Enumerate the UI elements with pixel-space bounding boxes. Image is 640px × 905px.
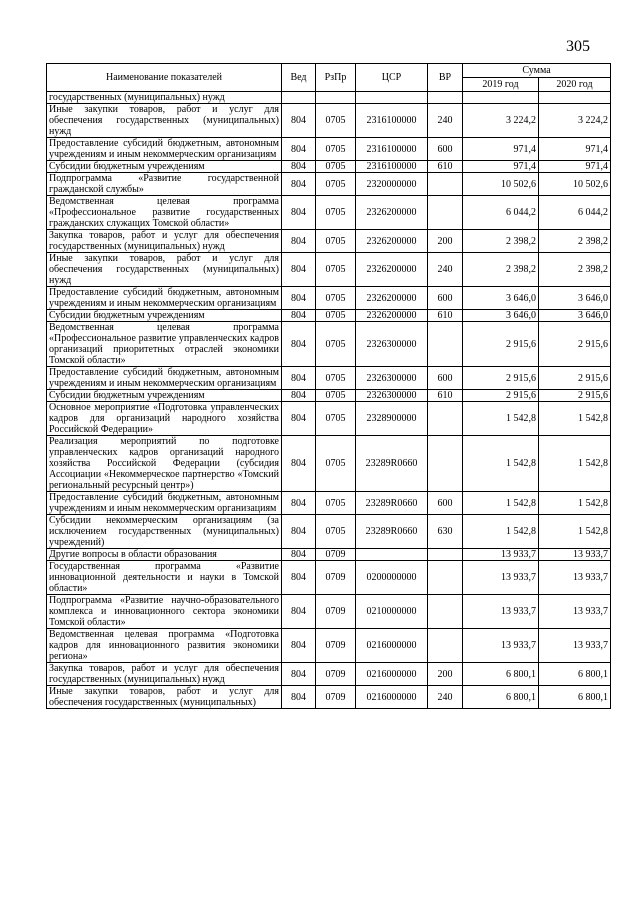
row-ved: 804 [282,104,316,138]
row-rzpr: 0705 [316,104,356,138]
row-sum-2019: 2 398,2 [463,230,539,253]
table-row [47,595,611,629]
row-vr [428,595,463,629]
table-body [47,92,611,709]
row-sum-2020: 971,4 [539,161,611,173]
table-row [47,629,611,663]
table-row [47,367,611,390]
row-name: Иные закупки товаров, работ и услуг для обеспечения государственных (муниципальных) [47,686,282,709]
row-name: Другие вопросы в области образования [47,549,282,561]
row-sum-2020: 6 800,1 [539,686,611,709]
row-csr: 0210000000 [356,595,428,629]
row-vr: 600 [428,492,463,515]
row-name: Ведомственная целевая программа «Подготовка кадров для инновационного развития экономики региона» [47,629,282,663]
row-name: Иные закупки товаров, работ и услуг для обеспечения государственных (муниципальных) нужд [47,104,282,138]
page-number: 305 [566,38,590,55]
row-vr: 240 [428,104,463,138]
row-sum-2020: 1 542,8 [539,515,611,549]
row-vr: 610 [428,310,463,322]
row-sum-2020: 2 398,2 [539,253,611,287]
row-vr: 610 [428,390,463,402]
row-vr [428,402,463,436]
row-vr [428,92,463,104]
row-sum-2019: 13 933,7 [463,595,539,629]
row-sum-2019: 2 915,6 [463,322,539,367]
row-ved: 804 [282,492,316,515]
row-sum-2020: 2 398,2 [539,230,611,253]
row-rzpr: 0705 [316,230,356,253]
row-sum-2020: 6 800,1 [539,663,611,686]
row-sum-2019: 6 800,1 [463,663,539,686]
row-rzpr: 0705 [316,161,356,173]
row-rzpr: 0705 [316,390,356,402]
header-ved: Вед [282,64,316,92]
row-sum-2019: 6 800,1 [463,686,539,709]
row-ved: 804 [282,663,316,686]
header-csr: ЦСР [356,64,428,92]
row-name: Закупка товаров, работ и услуг для обеспечения государственных (муниципальных) нужд [47,663,282,686]
row-ved: 804 [282,322,316,367]
row-ved: 804 [282,287,316,310]
row-sum-2020: 13 933,7 [539,561,611,595]
row-csr: 23289R0660 [356,492,428,515]
row-ved [282,92,316,104]
row-vr: 200 [428,663,463,686]
row-csr: 23289R0660 [356,515,428,549]
row-name: Субсидии некоммерческим организациям (за исключением государственных (муниципальных) учреждений) [47,515,282,549]
row-ved: 804 [282,390,316,402]
row-ved: 804 [282,367,316,390]
table-row [47,161,611,173]
header-year-2019: 2019 год [463,78,539,92]
row-ved: 804 [282,253,316,287]
row-sum-2020: 3 224,2 [539,104,611,138]
table-row [47,549,611,561]
row-rzpr: 0705 [316,173,356,196]
row-sum-2019: 971,4 [463,138,539,161]
row-name: Подпрограмма «Развитие государственной гражданской службы» [47,173,282,196]
table-row [47,663,611,686]
row-name: Субсидии бюджетным учреждениям [47,390,282,402]
row-rzpr: 0705 [316,253,356,287]
row-ved: 804 [282,515,316,549]
row-rzpr: 0709 [316,561,356,595]
row-vr [428,629,463,663]
row-name: Ведомственная целевая программа «Профессиональное развитие государственных гражданских служащих Томской области» [47,196,282,230]
header-vr: ВР [428,64,463,92]
row-name: Предоставление субсидий бюджетным, автономным учреждениям и иным некоммерческим организациям [47,492,282,515]
row-vr: 240 [428,253,463,287]
row-sum-2020: 3 646,0 [539,287,611,310]
row-ved: 804 [282,173,316,196]
row-csr: 2320000000 [356,173,428,196]
row-name: Предоставление субсидий бюджетным, автономным учреждениям и иным некоммерческим организациям [47,287,282,310]
row-name: Реализация мероприятий по подготовке управленческих кадров организаций народного хозяйства Российской Федерации (субсидия Ассоциации «Некоммерческое партнерство «Томский региональный ресурсный центр») [47,436,282,492]
table-row [47,322,611,367]
header-year-2020: 2020 год [539,78,611,92]
row-vr: 600 [428,367,463,390]
table-row [47,515,611,549]
row-rzpr: 0705 [316,196,356,230]
header-sum: Сумма [463,64,611,78]
row-sum-2020: 1 542,8 [539,492,611,515]
row-vr [428,322,463,367]
row-sum-2019: 1 542,8 [463,436,539,492]
table-header [47,64,611,92]
row-sum-2020: 2 915,6 [539,390,611,402]
row-sum-2019: 1 542,8 [463,492,539,515]
table-row [47,287,611,310]
header-name: Наименование показателей [47,64,282,92]
row-vr [428,561,463,595]
row-ved: 804 [282,629,316,663]
row-csr: 2326200000 [356,253,428,287]
row-ved: 804 [282,138,316,161]
row-sum-2019: 2 398,2 [463,253,539,287]
row-rzpr: 0709 [316,663,356,686]
row-sum-2019: 2 915,6 [463,367,539,390]
row-csr: 2328900000 [356,402,428,436]
row-csr: 23289R0660 [356,436,428,492]
row-sum-2020: 6 044,2 [539,196,611,230]
row-sum-2019: 13 933,7 [463,629,539,663]
row-sum-2019: 3 224,2 [463,104,539,138]
row-vr: 600 [428,287,463,310]
row-sum-2019: 1 542,8 [463,402,539,436]
row-csr: 2326200000 [356,230,428,253]
row-sum-2019: 971,4 [463,161,539,173]
row-sum-2019: 6 044,2 [463,196,539,230]
row-rzpr: 0709 [316,686,356,709]
row-vr: 200 [428,230,463,253]
row-ved: 804 [282,561,316,595]
row-name: Государственная программа «Развитие инновационной деятельности и науки в Томской области» [47,561,282,595]
row-csr [356,549,428,561]
row-ved: 804 [282,161,316,173]
row-sum-2019: 3 646,0 [463,310,539,322]
row-csr: 2326200000 [356,196,428,230]
row-sum-2020: 3 646,0 [539,310,611,322]
row-rzpr: 0705 [316,436,356,492]
row-csr: 2326200000 [356,287,428,310]
row-sum-2020: 1 542,8 [539,402,611,436]
row-csr: 0216000000 [356,663,428,686]
budget-table [46,63,611,709]
row-sum-2020: 2 915,6 [539,322,611,367]
row-name: Субсидии бюджетным учреждениям [47,161,282,173]
row-sum-2020: 13 933,7 [539,595,611,629]
table-row [47,402,611,436]
row-csr: 2326300000 [356,390,428,402]
row-sum-2020: 1 542,8 [539,436,611,492]
row-vr [428,173,463,196]
table-row [47,492,611,515]
table-row [47,173,611,196]
table-row [47,561,611,595]
table-row [47,104,611,138]
table-row [47,196,611,230]
row-rzpr: 0705 [316,138,356,161]
row-rzpr: 0705 [316,492,356,515]
row-vr: 240 [428,686,463,709]
row-vr: 610 [428,161,463,173]
row-sum-2020 [539,92,611,104]
row-ved: 804 [282,686,316,709]
table-row [47,436,611,492]
row-ved: 804 [282,402,316,436]
row-ved: 804 [282,436,316,492]
row-name: Основное мероприятие «Подготовка управленческих кадров для организаций народного хозяйства Российской Федерации» [47,402,282,436]
row-sum-2019: 1 542,8 [463,515,539,549]
row-csr [356,92,428,104]
row-ved: 804 [282,196,316,230]
row-vr: 630 [428,515,463,549]
table-row [47,686,611,709]
row-csr: 2326300000 [356,322,428,367]
row-rzpr: 0709 [316,595,356,629]
row-rzpr: 0705 [316,402,356,436]
row-name: Закупка товаров, работ и услуг для обеспечения государственных (муниципальных) нужд [47,230,282,253]
table-row [47,138,611,161]
row-sum-2019: 13 933,7 [463,549,539,561]
row-sum-2019 [463,92,539,104]
row-rzpr [316,92,356,104]
row-sum-2019: 10 502,6 [463,173,539,196]
row-sum-2019: 13 933,7 [463,561,539,595]
row-vr [428,436,463,492]
row-csr: 0216000000 [356,629,428,663]
row-vr [428,196,463,230]
row-rzpr: 0705 [316,322,356,367]
row-rzpr: 0705 [316,287,356,310]
table-row [47,230,611,253]
row-csr: 2316100000 [356,138,428,161]
row-rzpr: 0705 [316,310,356,322]
row-ved: 804 [282,310,316,322]
row-sum-2020: 10 502,6 [539,173,611,196]
row-csr: 0216000000 [356,686,428,709]
row-sum-2020: 13 933,7 [539,549,611,561]
row-name: Иные закупки товаров, работ и услуг для обеспечения государственных (муниципальных) нужд [47,253,282,287]
table-row [47,92,611,104]
row-csr: 2316100000 [356,161,428,173]
row-sum-2020: 971,4 [539,138,611,161]
table-row [47,253,611,287]
row-ved: 804 [282,230,316,253]
row-name: Предоставление субсидий бюджетным, автономным учреждениям и иным некоммерческим организациям [47,367,282,390]
row-ved: 804 [282,549,316,561]
row-ved: 804 [282,595,316,629]
row-sum-2020: 2 915,6 [539,367,611,390]
row-vr [428,549,463,561]
row-csr: 2326200000 [356,310,428,322]
row-name: Подпрограмма «Развитие научно-образовательного комплекса и инновационного сектора экономики Томской области» [47,595,282,629]
row-rzpr: 0709 [316,629,356,663]
row-csr: 0200000000 [356,561,428,595]
row-sum-2019: 2 915,6 [463,390,539,402]
row-sum-2020: 13 933,7 [539,629,611,663]
row-name: Предоставление субсидий бюджетным, автономным учреждениям и иным некоммерческим организациям [47,138,282,161]
row-name: государственных (муниципальных) нужд [47,92,282,104]
row-rzpr: 0705 [316,367,356,390]
table-row [47,390,611,402]
row-csr: 2326300000 [356,367,428,390]
table-row [47,310,611,322]
row-name: Субсидии бюджетным учреждениям [47,310,282,322]
row-sum-2019: 3 646,0 [463,287,539,310]
header-rzpr: РзПр [316,64,356,92]
row-vr: 600 [428,138,463,161]
row-rzpr: 0705 [316,515,356,549]
row-rzpr: 0709 [316,549,356,561]
row-csr: 2316100000 [356,104,428,138]
row-name: Ведомственная целевая программа «Профессиональное развитие управленческих кадров организаций приоритетных отраслей экономики Томской области» [47,322,282,367]
